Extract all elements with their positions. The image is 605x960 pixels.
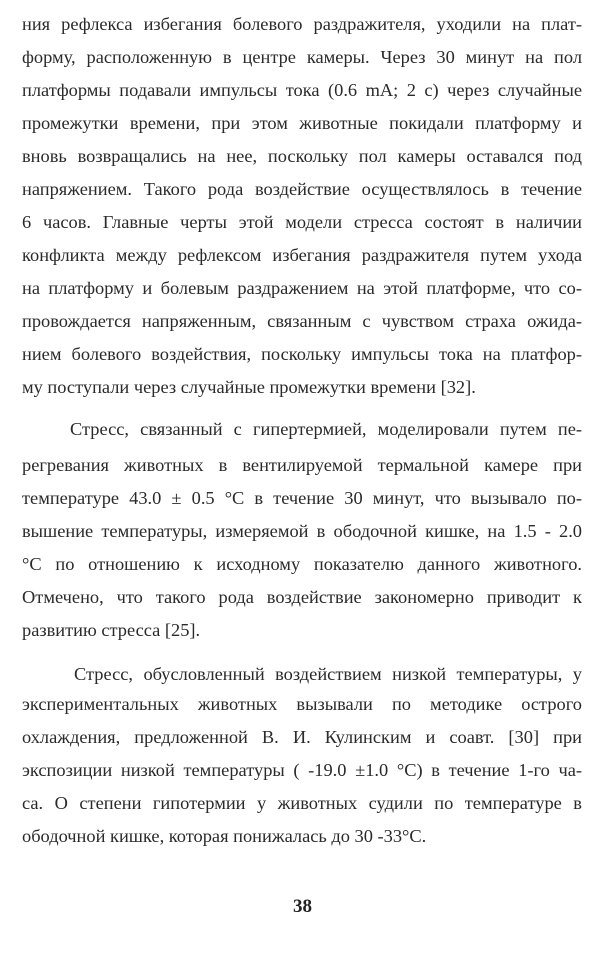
text-line: вышение температуры, измеряемой в ободочной кишке, на 1.5 - 2.0 [22, 521, 582, 541]
text-line: са. О степени гипотермии у животных судили по температуре в [22, 793, 582, 813]
text-line: 6 часов. Главные черты этой модели стресса состоят в наличии [22, 212, 582, 232]
text-line: развитию стресса [25]. [22, 620, 201, 640]
text-line: экспозиции низкой температуры ( -19.0 ±1.0 °С) в течение 1-го ча- [22, 760, 582, 780]
text-line: Стресс, обусловленный воздействием низкой температуры, у [74, 664, 582, 684]
text-line: платформы подавали импульсы тока (0.6 mA; 2 c) через случайные [22, 80, 582, 100]
text-line: ободочной кишке, которая понижалась до 30 -33°С. [22, 826, 427, 846]
text-line: форму, расположенную в центре камеры. Через 30 минут на пол [22, 47, 582, 67]
text-line: Стресс, связанный с гипертермией, моделировали путем пе- [70, 419, 582, 439]
page-number: 38 [293, 896, 312, 917]
text-line: °С по отношению к исходному показателю данного животного. [22, 554, 582, 574]
text-line: провождается напряженным, связанным с чувством страха ожида- [22, 311, 582, 331]
text-line: конфликта между рефлексом избегания раздражителя путем ухода [22, 245, 582, 265]
text-line: охлаждения, предложенной В. И. Кулинским и соавт. [30] при [22, 727, 582, 747]
text-line: ния рефлекса избегания болевого раздражителя, уходили на плат- [22, 14, 582, 34]
text-line: Отмечено, что такого рода воздействие закономерно приводит к [22, 587, 582, 607]
text-line: вновь возвращались на нее, поскольку пол камеры оставался под [22, 146, 582, 166]
text-line: температуре 43.0 ± 0.5 °С в течение 30 минут, что вызывало по- [22, 488, 582, 508]
text-line: на платформу и болевым раздражением на этой платформе, что со- [22, 278, 582, 298]
text-line: промежутки времени, при этом животные покидали платформу и [22, 113, 582, 133]
text-line: нием болевого воздействия, поскольку импульсы тока на платфор- [22, 344, 582, 364]
text-line: му поступали через случайные промежутки времени [32]. [22, 377, 476, 397]
text-line: экспериментальных животных вызывали по методике острого [22, 694, 582, 714]
text-line: регревания животных в вентилируемой термальной камере при [22, 455, 582, 475]
text-line: напряжением. Такого рода воздействие осуществлялось в течение [22, 179, 582, 199]
